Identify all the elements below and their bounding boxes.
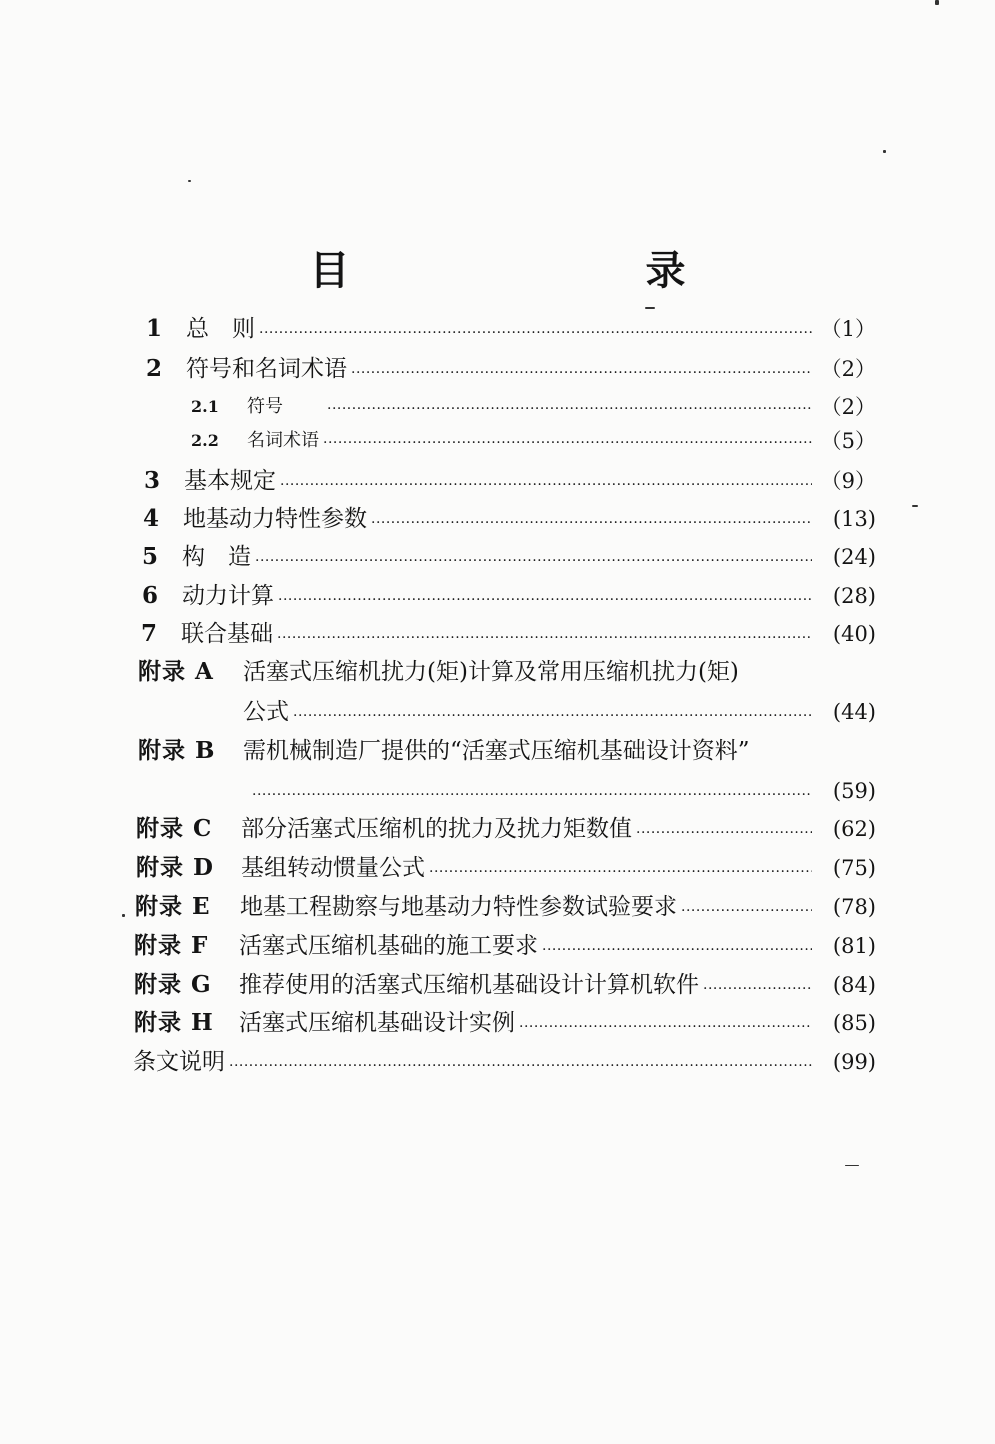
appendix-b-line1 xyxy=(138,732,750,770)
dot-leader xyxy=(542,935,812,965)
entry-label: 条文说明 xyxy=(133,1049,225,1075)
entry-page: （5） xyxy=(820,429,876,453)
dot-leader xyxy=(636,818,812,848)
toc-subentry[interactable] xyxy=(191,424,876,458)
dot-leader xyxy=(323,428,812,458)
entry-number: 3 xyxy=(144,467,161,494)
entry-page: (24) xyxy=(832,545,876,569)
entry-number: 附录 F xyxy=(134,932,209,959)
entry-number: 5 xyxy=(142,543,159,570)
entry-number: 2.1 xyxy=(191,397,219,416)
entry-label: 名词术语 xyxy=(247,430,319,451)
entry-label: 基组转动惯量公式 xyxy=(241,855,425,881)
appendix-b-line2 xyxy=(252,772,876,810)
scan-speck xyxy=(645,307,655,309)
entry-number: 2 xyxy=(146,355,163,382)
entry-number: 附录 G xyxy=(134,971,212,998)
entry-page: (62) xyxy=(832,817,876,841)
entry-label: 基本规定 xyxy=(184,468,276,494)
entry-number: 2.2 xyxy=(191,431,219,450)
entry-page: (81) xyxy=(832,934,876,958)
entry-page: (78) xyxy=(832,895,876,919)
dot-leader xyxy=(327,394,812,424)
dot-leader xyxy=(429,857,812,887)
dot-leader xyxy=(255,546,812,576)
entry-page: (40) xyxy=(832,622,876,646)
entry-page: （1） xyxy=(820,317,876,341)
entry-page: (75) xyxy=(832,856,876,880)
dot-leader xyxy=(371,508,812,538)
toc-appendix-h[interactable] xyxy=(134,1004,876,1042)
entry-label: 动力计算 xyxy=(182,583,274,609)
entry-label: 活塞式压缩机基础的施工要求 xyxy=(239,933,538,959)
entry-label: 符号和名词术语 xyxy=(186,356,347,382)
scan-speck xyxy=(122,914,125,917)
scan-speck xyxy=(883,150,886,153)
toc-subentry[interactable] xyxy=(191,390,876,424)
toc-entry[interactable] xyxy=(146,310,876,348)
dot-leader xyxy=(681,896,812,926)
toc-entry[interactable] xyxy=(144,462,876,500)
entry-page: (13) xyxy=(832,507,876,531)
entry-number: 附录 C xyxy=(136,815,213,842)
entry-number: 1 xyxy=(146,315,163,342)
entry-label: 需机械制造厂提供的“活塞式压缩机基础设计资料” xyxy=(243,738,750,764)
dot-leader xyxy=(280,470,812,500)
entry-number: 7 xyxy=(141,620,158,647)
dot-leader xyxy=(351,358,812,388)
page-title: 目 录 xyxy=(309,246,758,294)
scan-speck xyxy=(935,0,939,5)
entry-page: （9） xyxy=(820,469,876,493)
dot-leader xyxy=(252,780,812,810)
toc-appendix-c[interactable] xyxy=(136,810,876,848)
entry-label-continued: 公式 xyxy=(243,699,289,725)
dot-leader xyxy=(703,974,812,1004)
scan-speck xyxy=(912,505,918,507)
entry-label: 推荐使用的活塞式压缩机基础设计计算机软件 xyxy=(239,972,699,998)
dot-leader xyxy=(519,1012,812,1042)
entry-page: (85) xyxy=(832,1011,876,1035)
toc-entry[interactable] xyxy=(146,350,876,388)
entry-number: 6 xyxy=(142,582,159,609)
dot-leader xyxy=(277,623,812,653)
entry-label: 地基动力特性参数 xyxy=(183,506,367,532)
toc-entry[interactable] xyxy=(141,615,876,653)
entry-label: 活塞式压缩机基础设计实例 xyxy=(239,1010,515,1036)
toc-appendix-f[interactable] xyxy=(134,927,876,965)
toc-appendix-g[interactable] xyxy=(134,966,876,1004)
dot-leader xyxy=(259,318,812,348)
toc-appendix-e[interactable] xyxy=(135,888,876,926)
toc-entry[interactable] xyxy=(142,577,876,615)
entry-label: 符号 xyxy=(247,396,283,417)
scan-speck xyxy=(188,180,191,182)
entry-number: 4 xyxy=(143,505,160,532)
toc-explanatory-notes[interactable] xyxy=(133,1043,876,1081)
entry-label: 总 则 xyxy=(186,316,255,342)
entry-number: 附录 H xyxy=(134,1009,214,1036)
entry-label: 构 造 xyxy=(182,544,251,570)
scan-speck xyxy=(845,1165,859,1166)
toc-appendix-d[interactable] xyxy=(136,849,876,887)
dot-leader xyxy=(293,701,812,731)
entry-number: 附录 E xyxy=(135,893,211,920)
toc-entry[interactable] xyxy=(143,500,876,538)
entry-label: 地基工程勘察与地基动力特性参数试验要求 xyxy=(240,894,677,920)
toc-entry[interactable] xyxy=(142,538,876,576)
entry-number: 附录 D xyxy=(136,854,214,881)
entry-page: (44) xyxy=(832,700,876,724)
appendix-a-line2 xyxy=(243,693,876,731)
entry-page: (59) xyxy=(832,779,876,803)
entry-label: 活塞式压缩机扰力(矩)计算及常用压缩机扰力(矩) xyxy=(243,659,739,685)
entry-label: 部分活塞式压缩机的扰力及扰力矩数值 xyxy=(241,816,632,842)
entry-page: （2） xyxy=(820,395,876,419)
entry-label: 联合基础 xyxy=(181,621,273,647)
dot-leader xyxy=(229,1051,812,1081)
appendix-a-line1 xyxy=(138,653,739,691)
entry-page: （2） xyxy=(820,357,876,381)
entry-page: (99) xyxy=(832,1050,876,1074)
entry-number: 附录 B xyxy=(138,737,216,764)
dot-leader xyxy=(278,585,812,615)
entry-page: (84) xyxy=(832,973,876,997)
entry-number: 附录 A xyxy=(138,658,214,685)
entry-page: (28) xyxy=(832,584,876,608)
